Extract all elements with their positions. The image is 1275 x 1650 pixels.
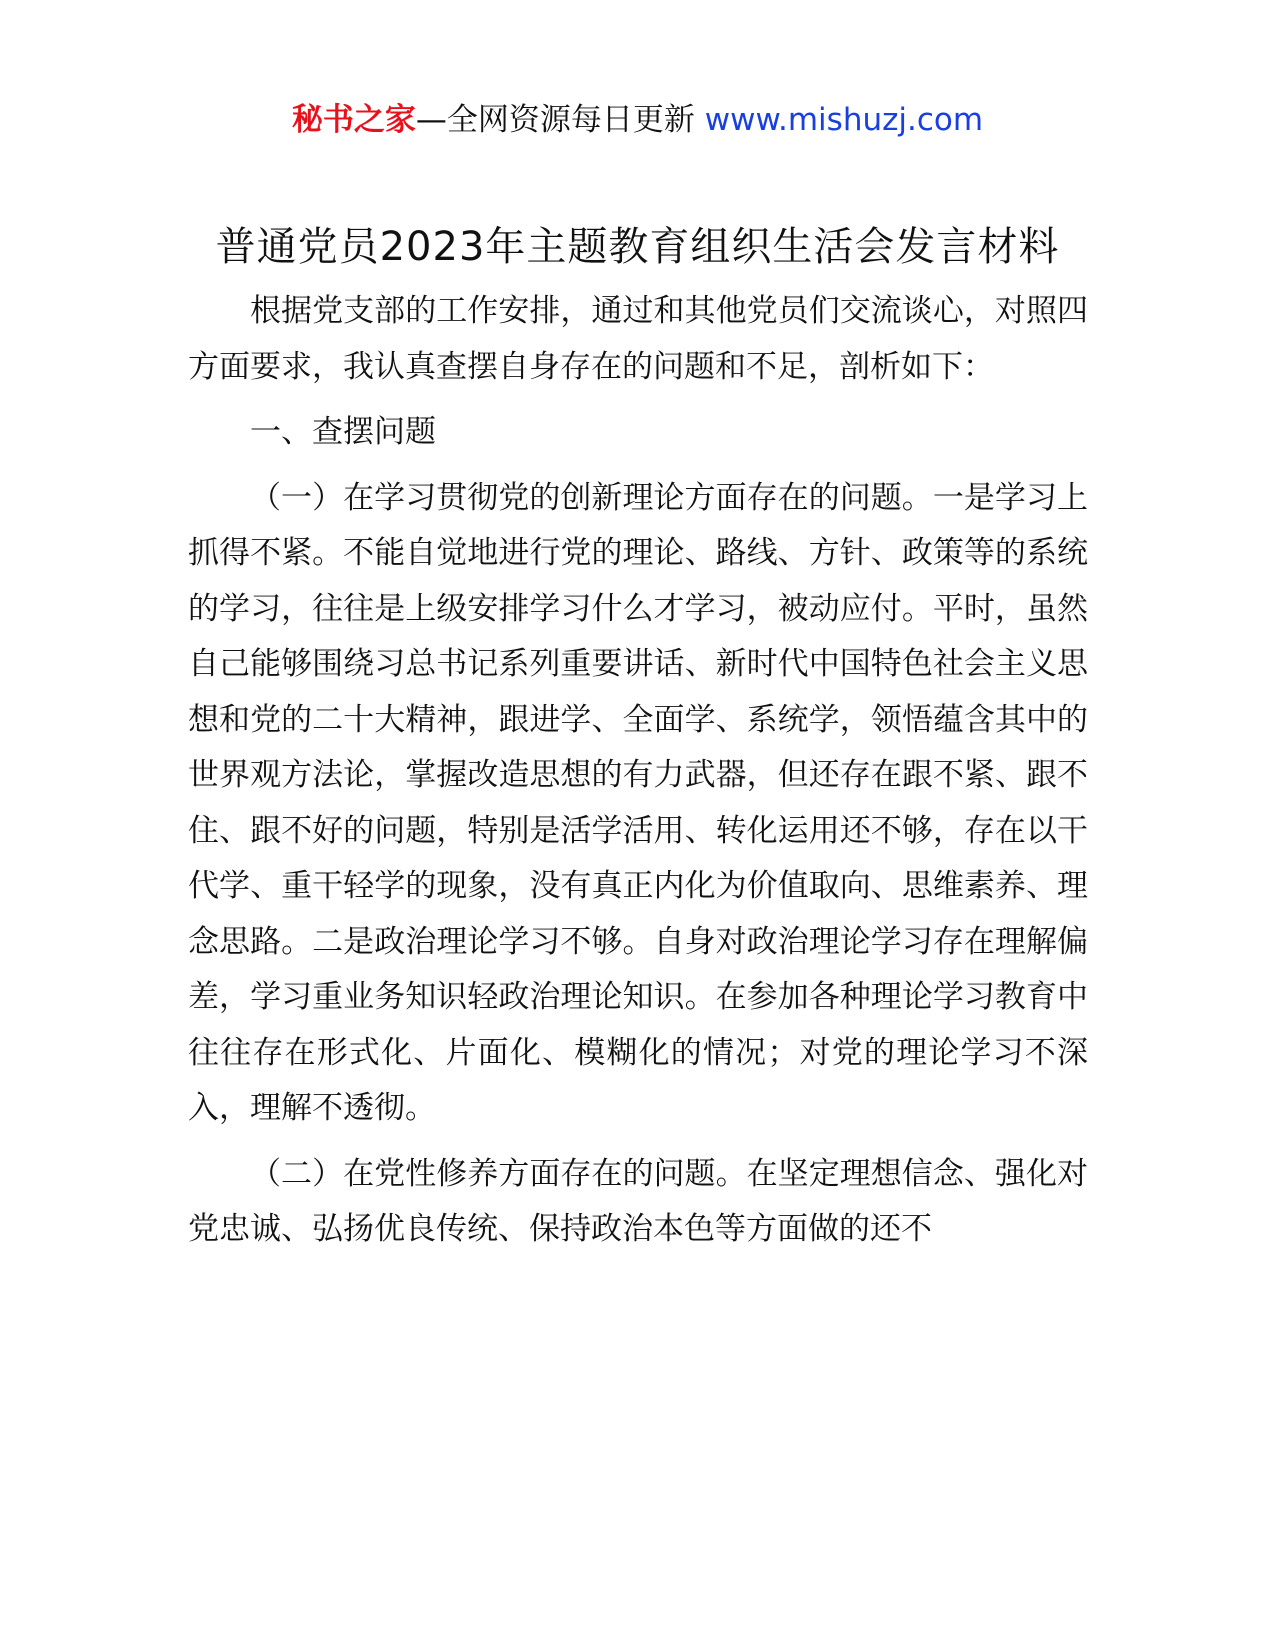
site-header: [0, 98, 1275, 142]
section-heading: 一、查摆问题: [250, 414, 436, 450]
site-url-link[interactable]: www.mishuzj.com: [704, 102, 984, 138]
paragraph-party-spirit: （二）在党性修养方面存在的问题。在坚定理想信念、强化对党忠诚、弘扬优良传统、保持政治本色等方面做的还不: [188, 1155, 1088, 1247]
site-tagline: —全网资源每日更新: [415, 102, 705, 138]
intro-paragraph: 根据党支部的工作安排，通过和其他党员们交流谈心，对照四方面要求，我认真查摆自身存在的问题和不足，剖析如下：: [188, 293, 1088, 385]
document-body: [188, 284, 1088, 1258]
site-brand: 秘书之家: [291, 102, 416, 138]
paragraph-theory-study: （一）在学习贯彻党的创新理论方面存在的问题。一是学习上抓得不紧。不能自觉地进行党的理论、路线、方针、政策等的系统的学习，往往是上级安排学习什么才学习，被动应付。平时，虽然自己能够围绕习总书记系列重要讲话、新时代中国特色社会主义思想和党的二十大精神，跟进学、全面学、系统学，领悟蕴含其中的世界观方法论，掌握改造思想的有力武器，但还存在跟不紧、跟不住、跟不好的问题，特别是活学活用、转化运用还不够，存在以干代学、重干轻学的现象，没有真正内化为价值取向、思维素养、理念思路。二是政治理论学习不够。自身对政治理论学习存在理解偏差，学习重业务知识轻政治理论知识。在参加各种理论学习教育中往往存在形式化、片面化、模糊化的情况；对党的理论学习不深入，理解不透彻。: [188, 479, 1088, 1126]
document-title: 普通党员2023年主题教育组织生活会发言材料: [215, 224, 1060, 270]
